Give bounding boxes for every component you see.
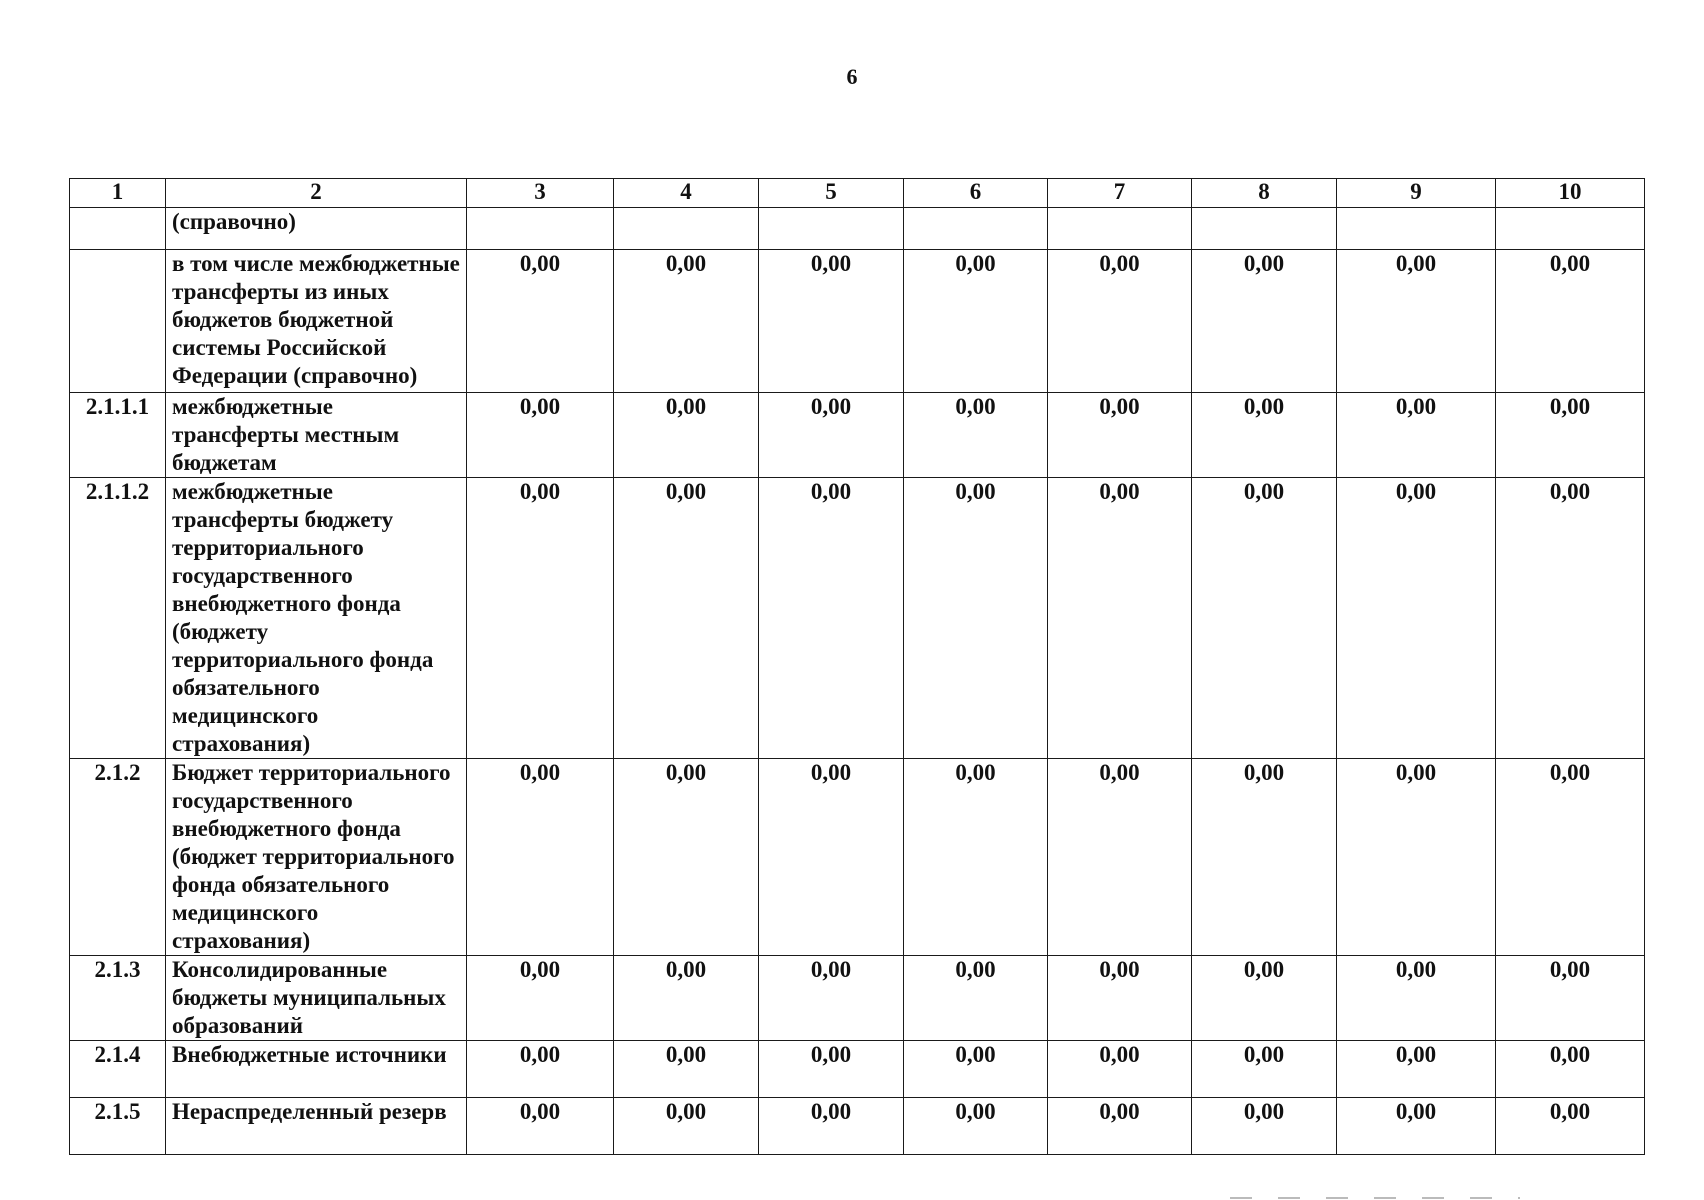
- value-cell: 0,00: [1048, 478, 1192, 759]
- row-number: 2.1.1.2: [70, 478, 166, 759]
- value-cell: 0,00: [1337, 478, 1496, 759]
- header-cell: 8: [1192, 179, 1337, 208]
- table-row: [70, 393, 1645, 478]
- page-number: 6: [846, 64, 858, 89]
- value-cell: 0,00: [467, 956, 614, 1041]
- table-row: [70, 956, 1645, 1041]
- value-cell: [759, 208, 904, 250]
- value-cell: 0,00: [759, 956, 904, 1041]
- value-cell: 0,00: [614, 1041, 759, 1098]
- header-cell: 6: [904, 179, 1048, 208]
- value-cell: 0,00: [1496, 1098, 1645, 1155]
- row-number: 2.1.2: [70, 759, 166, 956]
- value-cell: 0,00: [1192, 1041, 1337, 1098]
- value-cell: 0,00: [1337, 393, 1496, 478]
- value-cell: 0,00: [759, 250, 904, 393]
- value-cell: 0,00: [1496, 478, 1645, 759]
- value-cell: 0,00: [1192, 478, 1337, 759]
- value-cell: 0,00: [1192, 956, 1337, 1041]
- value-cell: 0,00: [1337, 759, 1496, 956]
- value-cell: 0,00: [467, 393, 614, 478]
- value-cell: 0,00: [759, 1041, 904, 1098]
- value-cell: 0,00: [614, 393, 759, 478]
- value-cell: 0,00: [904, 250, 1048, 393]
- row-number: [70, 250, 166, 393]
- value-cell: 0,00: [759, 393, 904, 478]
- value-cell: 0,00: [614, 478, 759, 759]
- value-cell: 0,00: [1337, 1098, 1496, 1155]
- value-cell: 0,00: [467, 759, 614, 956]
- value-cell: 0,00: [614, 1098, 759, 1155]
- value-cell: 0,00: [904, 478, 1048, 759]
- row-name: межбюджетные трансферты бюджету территориального государственного внебюджетного фонда (бюджету территориального фонда обязательного медицинского страхования): [166, 478, 467, 759]
- value-cell: 0,00: [1192, 1098, 1337, 1155]
- header-cell: 4: [614, 179, 759, 208]
- value-cell: 0,00: [467, 1098, 614, 1155]
- table-row: [70, 478, 1645, 759]
- value-cell: 0,00: [1192, 393, 1337, 478]
- value-cell: 0,00: [759, 478, 904, 759]
- value-cell: [1337, 208, 1496, 250]
- row-name: межбюджетные трансферты местным бюджетам: [166, 393, 467, 478]
- value-cell: 0,00: [1048, 956, 1192, 1041]
- value-cell: 0,00: [1192, 250, 1337, 393]
- budget-table: [69, 178, 1645, 1155]
- value-cell: 0,00: [1048, 759, 1192, 956]
- value-cell: 0,00: [467, 1041, 614, 1098]
- value-cell: 0,00: [904, 393, 1048, 478]
- row-number: 2.1.1.1: [70, 393, 166, 478]
- value-cell: 0,00: [1496, 1041, 1645, 1098]
- value-cell: 0,00: [1496, 250, 1645, 393]
- table-row: [70, 1041, 1645, 1098]
- table-row: [70, 250, 1645, 393]
- value-cell: 0,00: [1337, 1041, 1496, 1098]
- value-cell: 0,00: [614, 759, 759, 956]
- row-name: Бюджет территориального государственного внебюджетного фонда (бюджет территориального фонда обязательного медицинского страхования): [166, 759, 467, 956]
- header-cell: 5: [759, 179, 904, 208]
- value-cell: 0,00: [904, 1098, 1048, 1155]
- row-number: 2.1.3: [70, 956, 166, 1041]
- row-number: 2.1.4: [70, 1041, 166, 1098]
- header-cell: 9: [1337, 179, 1496, 208]
- header-cell: 3: [467, 179, 614, 208]
- value-cell: 0,00: [904, 1041, 1048, 1098]
- value-cell: 0,00: [1048, 1041, 1192, 1098]
- value-cell: [904, 208, 1048, 250]
- value-cell: 0,00: [467, 478, 614, 759]
- value-cell: 0,00: [1048, 393, 1192, 478]
- value-cell: 0,00: [614, 250, 759, 393]
- header-row: [70, 179, 1645, 208]
- value-cell: 0,00: [904, 759, 1048, 956]
- value-cell: [1496, 208, 1645, 250]
- header-cell: 1: [70, 179, 166, 208]
- value-cell: 0,00: [467, 250, 614, 393]
- header-cell: 10: [1496, 179, 1645, 208]
- header-cell: 2: [166, 179, 467, 208]
- scan-artifact: [1230, 1197, 1520, 1199]
- value-cell: 0,00: [1048, 1098, 1192, 1155]
- row-name: Внебюджетные источники: [166, 1041, 467, 1098]
- row-number: [70, 208, 166, 250]
- value-cell: 0,00: [759, 1098, 904, 1155]
- value-cell: 0,00: [1048, 250, 1192, 393]
- value-cell: [614, 208, 759, 250]
- row-name: Нераспределенный резерв: [166, 1098, 467, 1155]
- value-cell: [1192, 208, 1337, 250]
- table-row: [70, 208, 1645, 250]
- value-cell: [467, 208, 614, 250]
- value-cell: 0,00: [759, 759, 904, 956]
- value-cell: 0,00: [1496, 393, 1645, 478]
- value-cell: [1048, 208, 1192, 250]
- table-row: [70, 1098, 1645, 1155]
- header-cell: 7: [1048, 179, 1192, 208]
- row-name: в том числе межбюджетные трансферты из иных бюджетов бюджетной системы Российской Федерации (справочно): [166, 250, 467, 393]
- value-cell: 0,00: [1337, 956, 1496, 1041]
- value-cell: 0,00: [1496, 956, 1645, 1041]
- table-row: [70, 759, 1645, 956]
- value-cell: 0,00: [904, 956, 1048, 1041]
- row-number: 2.1.5: [70, 1098, 166, 1155]
- row-name: (справочно): [166, 208, 467, 250]
- value-cell: 0,00: [1496, 759, 1645, 956]
- value-cell: 0,00: [1337, 250, 1496, 393]
- value-cell: 0,00: [1192, 759, 1337, 956]
- value-cell: 0,00: [614, 956, 759, 1041]
- row-name: Консолидированные бюджеты муниципальных образований: [166, 956, 467, 1041]
